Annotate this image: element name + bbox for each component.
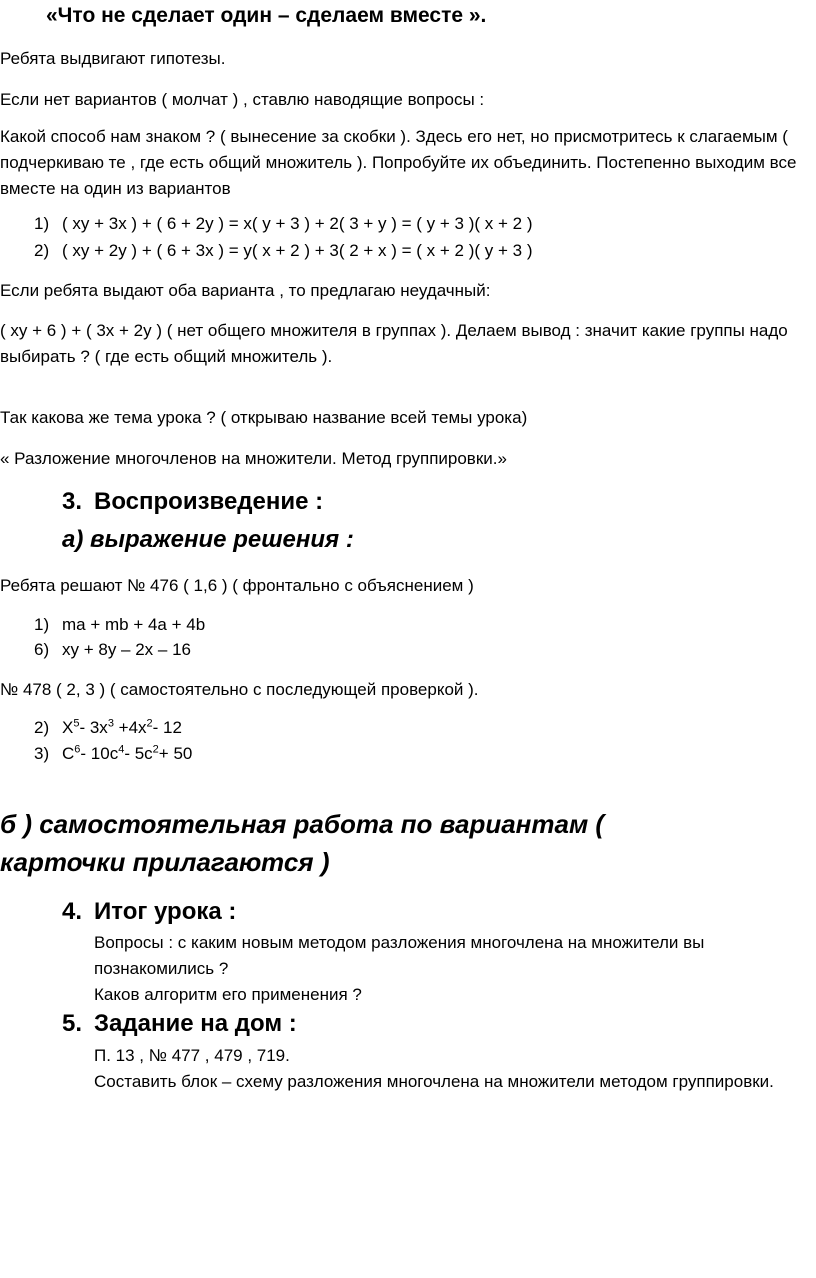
homework-task: Составить блок – схему разложения многочлена на множители методом группировки. [94,1072,774,1091]
paragraph-hypotheses: Ребята выдвигают гипотезы. [0,49,226,68]
list-item [34,743,192,765]
section-title: Воспроизведение : [94,488,324,515]
section-number: 3. [62,488,83,515]
list-text: ma + mb + 4a + 4b [62,615,206,634]
section-4-algorithm: Каков алгоритм его применения ? [94,985,362,1004]
list-item [34,717,182,739]
paragraph-method: Какой способ нам знаком ? ( вынесение за скобки ). Здесь его нет, но присмотритесь к слагаемым ( подчеркиваю те , где есть общий множитель ). Попробуйте их объединить. Постепенно выходим все вместе на один из вариантов [0,127,797,198]
list-item [34,639,191,661]
list-text: ( xy + 2y ) + ( 6 + 3x ) = y( x + 2 ) + 3( 2 + x ) = ( x + 2 )( y + 3 ) [62,241,533,260]
list-item [34,614,205,636]
section-number: 4. [62,898,83,925]
list-number: 1) [34,214,50,233]
paragraph-bad-variant: ( xy + 6 ) + ( 3x + 2y ) ( нет общего множителя в группах ). Делаем вывод : значит какие группы надо выбирать ? ( где есть общий множитель ). [0,321,788,366]
paragraph-topic: « Разложение многочленов на множители. Метод группировки.» [0,449,507,468]
list-number: 6) [34,640,50,659]
list-number: 3) [34,744,50,763]
section-title: Задание на дом : [94,1010,297,1037]
paragraph-476: Ребята решают № 476 ( 1,6 ) ( фронтально с объяснением ) [0,576,474,595]
section-title: Итог урока : [94,898,237,925]
section-4-questions: Вопросы : с каким новым методом разложения многочлена на множители вы познакомились ? [94,933,705,978]
section-heading-3 [62,488,323,516]
list-number: 2) [34,718,50,737]
section-heading-4 [62,898,236,926]
formula: $C^6-$ $10c^4-$ $5c^2+ 50$ [62,743,193,763]
list-text: xy + 8y – 2x – 16 [62,640,191,659]
formula: $X^5-$ $3x^3 +4x^2-$ 12 [62,717,182,737]
list-number: 1) [34,615,50,634]
section-number: 5. [62,1010,83,1037]
subsection-heading-a: а) выражение решения : [62,526,354,553]
list-item [34,240,533,262]
paragraph-no-variants: Если нет вариантов ( молчат ) , ставлю наводящие вопросы : [0,90,485,109]
list-text: ( xy + 3x ) + ( 6 + 2y ) = x( y + 3 ) + 2( 3 + y ) = ( y + 3 )( x + 2 ) [62,214,533,233]
paragraph-topic-question: Так какова же тема урока ? ( открываю название всей темы урока) [0,408,528,427]
list-number: 2) [34,241,50,260]
list-item [34,213,533,235]
section-heading-5 [62,1010,297,1038]
homework-items: П. 13 , № 477 , 479 , 719. [94,1046,290,1065]
paragraph-both-variants: Если ребята выдают оба варианта , то предлагаю неудачный: [0,281,491,300]
subsection-heading-b: б ) самостоятельная работа по вариантам ( карточки прилагаются ) [0,809,605,877]
page-title: «Что не сделает один – сделаем вместе ». [46,4,487,27]
paragraph-478: № 478 ( 2, 3 ) ( самостоятельно с последующей проверкой ). [0,680,479,699]
